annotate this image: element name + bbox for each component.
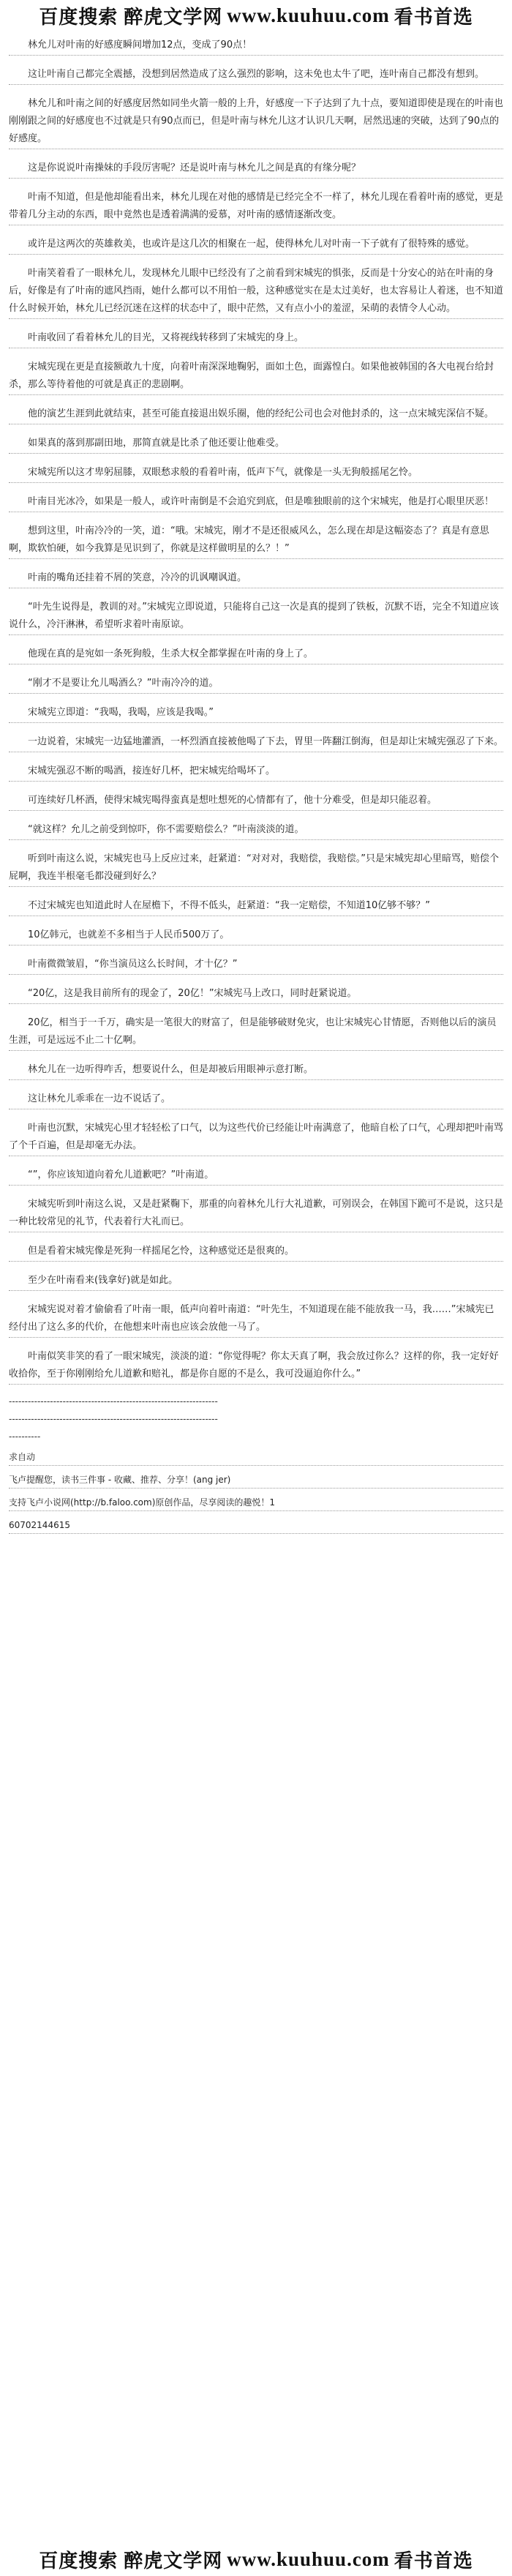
paragraph: 林允儿和叶南之间的好感度居然如同坐火箭一般的上升，好感度一下子达到了九十点，要知道即使是现在的叶南也刚刚跟之间的好感度也不过就是只有90点而已，但是叶南与林允儿这才认识几天啊，居然迅速的突破，达到了90点的好感度。: [9, 95, 503, 149]
banner-search-text: 百度搜索: [39, 6, 118, 29]
paragraph: 一边说着，宋城宪一边猛地灌酒，一杯烈酒直接被他喝了下去，胃里一阵翻江倒海，但是却让宋城宪强忍了下来。: [9, 733, 503, 752]
paragraph: 或许是这两次的英雄救美，也或许是这几次的相聚在一起，使得林允儿对叶南一下子就有了很特殊的感觉。: [9, 236, 503, 255]
paragraph: “”，你应该知道向着允儿道歉吧？”叶南道。: [9, 1167, 503, 1186]
paragraph: 这让林允儿乖乖在一边不说话了。: [9, 1090, 503, 1109]
banner-url[interactable]: www.kuuhuu.com: [227, 4, 390, 26]
paragraph: 宋城宪说对着才偷偷看了叶南一眼，低声向着叶南道：“叶先生，不知道现在能不能放我一马，我……”宋城宪已经付出了这么多的代价，在他想来叶南也应该会放他一马了。: [9, 1301, 503, 1338]
paragraph: 这是你说说叶南操妹的手段厉害呢？还是说叶南与林允儿之间是真的有缘分呢？: [9, 160, 503, 179]
paragraph: 林允儿对叶南的好感度瞬间增加12点，变成了90点！: [9, 37, 503, 56]
paragraph: 他的演艺生涯到此就结束，甚至可能直接退出娱乐圈，他的经纪公司也会对他封杀的，这一点宋城宪深信不疑。: [9, 405, 503, 424]
paragraph: “20亿，这是我目前所有的现金了，20亿！”宋城宪马上改口，同时赶紧说道。: [9, 985, 503, 1004]
paragraph: 至少在叶南看来(钱拿好)就是如此。: [9, 1272, 503, 1291]
paragraph: 叶南微微皱眉，“你当演员这么长时间，才十亿？”: [9, 956, 503, 975]
paragraph: “叶先生说得是，教训的对。”宋城宪立即说道，只能将自己这一次是真的提到了铁板，沉默不语，完全不知道应该说什么，冷汗淋淋，希望听求着叶南原谅。: [9, 599, 503, 635]
banner-brand: 醉虎文学网: [124, 6, 223, 29]
banner-tagline: 看书首选: [394, 6, 473, 29]
paragraph: 叶南不知道，但是他却能看出来，林允儿现在对他的感情是已经完全不一样了，林允儿现在看着叶南的感觉，更是带着几分主动的东西，眼中竟然也是透着满满的爱慕，对叶南的感情逐渐改变。: [9, 189, 503, 225]
paragraph: “就这样？允儿之前受到惊吓，你不需要赔偿么？”叶南淡淡的道。: [9, 821, 503, 840]
site-banner-bottom: [0, 2544, 512, 2575]
paragraph: 叶南笑着看了一眼林允儿，发现林允儿眼中已经没有了之前看到宋城宪的惧张，反而是十分安心的站在叶南的身后，好像是有了叶南的遮风挡雨，她什么都可以不用怕一般，这种感觉实在是太过美好，也太容易让人着迷，也不知道什么时候开始，林允儿已经沉迷在这样的状态中了，眼中茫然，又有点小小的羞涩，呆萌的表情令人心动。: [9, 265, 503, 319]
paragraph: 宋城宪现在更是直接额敢九十度，向着叶南深深地鞠躬，面如土色，面露惶白。如果他被韩国的各大电视台给封杀，那么等待着他的可就是真正的悲剧啊。: [9, 359, 503, 395]
paragraph: 想到这里，叶南冷冷的一笑，道：“哦。宋城宪，刚才不是还很威风么，怎么现在却是这幅姿态了？真是有意思啊，欺软怕硬，如今我算是见识到了，你就是这样做明星的么？！”: [9, 523, 503, 559]
paragraph: 20亿，相当于一千万，确实是一笔很大的财富了，但是能够破财免灾，也让宋城宪心甘情愿，否则他以后的演员生涯，可是远远不止二十亿啊。: [9, 1014, 503, 1051]
footer-plea: 求自动: [9, 1449, 503, 1466]
paragraph: 叶南目光冰冷，如果是一般人，或许叶南倒是不会追究到底，但是唯独眼前的这个宋城宪，他是打心眼里厌恶！: [9, 493, 503, 512]
paragraph: 听到叶南这么说，宋城宪也马上反应过来，赶紧道：“对对对，我赔偿，我赔偿。”只是宋城宪却心里暗骂，赔偿个屁啊，我连半根毫毛都没碰到好么？: [9, 850, 503, 887]
paragraph: 不过宋城宪也知道此时人在屋檐下，不得不低头，赶紧道：“我一定赔偿，不知道10亿够不够？”: [9, 897, 503, 916]
paragraph: 10亿韩元，也就差不多相当于人民币500万了。: [9, 926, 503, 946]
separator-line: ------------------------------------------------------------------: [9, 1396, 218, 1407]
paragraph: 林允儿在一边听得咋舌，想要说什么，但是却被后用眼神示意打断。: [9, 1061, 503, 1080]
footer-slogan: 飞卢提醒您，读书三件事 - 收藏、推荐、分享！(ang jer): [9, 1472, 503, 1489]
paragraph: 宋城宪立即道：“我喝，我喝，应该是我喝。”: [9, 704, 503, 723]
separator-line: ------------------------------------------------------------------: [9, 1414, 218, 1424]
paragraph: 他现在真的是宛如一条死狗般，生杀大权全都掌握在叶南的身上了。: [9, 645, 503, 664]
paragraph: 叶南的嘴角还挂着不屑的笑意，冷冷的讥讽嘲讽道。: [9, 569, 503, 588]
article-content: [9, 37, 503, 2532]
paragraph: 叶南也沉默，宋城宪心里才轻轻松了口气，以为这些代价已经能让叶南满意了，他暗自松了口气，心理却把叶南骂了个千百遍，但是却毫无办法。: [9, 1120, 503, 1156]
banner-tagline: 看书首选: [394, 2550, 473, 2572]
site-banner-top: [0, 0, 512, 31]
paragraph: 宋城宪强忍不断的喝酒，接连好几杯，把宋城宪给喝坏了。: [9, 763, 503, 782]
footer-id: 60702144615: [9, 1517, 503, 1534]
banner-brand: 醉虎文学网: [124, 2550, 223, 2572]
paragraph: “刚才不是要让允儿喝酒么？”叶南冷冷的道。: [9, 675, 503, 694]
footer-support-link[interactable]: 支持飞卢小说网(http://b.faloo.com)原创作品，尽享阅读的趣悦！1: [9, 1494, 503, 1511]
paragraph: 叶南收回了看着林允儿的目光，又将视线转移到了宋城宪的身上。: [9, 329, 503, 348]
banner-search-text: 百度搜索: [39, 2550, 118, 2572]
separator-line: ----------: [9, 1431, 41, 1442]
paragraph: 宋城宪听到叶南这么说，又是赶紧鞠下，那重的向着林允儿行大礼道歉，可别误会，在韩国下跪可不是说，这只是一种比较常见的礼节，代表着行大礼而已。: [9, 1196, 503, 1232]
paragraph: 叶南似笑非笑的看了一眼宋城宪，淡淡的道：“你觉得呢？你太天真了啊，我会放过你么？这样的你，我一定好好收拾你，至于你刚刚给允儿道歉和赔礼，都是你自愿的不是么，我可没逼迫你什么。”: [9, 1348, 503, 1385]
paragraph: 但是看着宋城宪像是死狗一样摇尾乞怜，这种感觉还是很爽的。: [9, 1243, 503, 1262]
paragraph: 这让叶南自己都完全震撼，没想到居然造成了这么强烈的影响，这未免也太牛了吧，连叶南自己都没有想到。: [9, 66, 503, 85]
paragraph: 如果真的落到那副田地，那简直就是比杀了他还要让他难受。: [9, 435, 503, 454]
banner-url[interactable]: www.kuuhuu.com: [227, 2547, 390, 2570]
paragraph: 宋城宪所以这才卑躬屈膝，双眼愁求般的看着叶南，低声下气，就像是一头无狗般摇尾乞怜。: [9, 464, 503, 483]
paragraph: 可连续好几杯酒，使得宋城宪喝得蛮真是想吐想死的心情都有了，他十分难受，但是却只能忍着。: [9, 792, 503, 811]
